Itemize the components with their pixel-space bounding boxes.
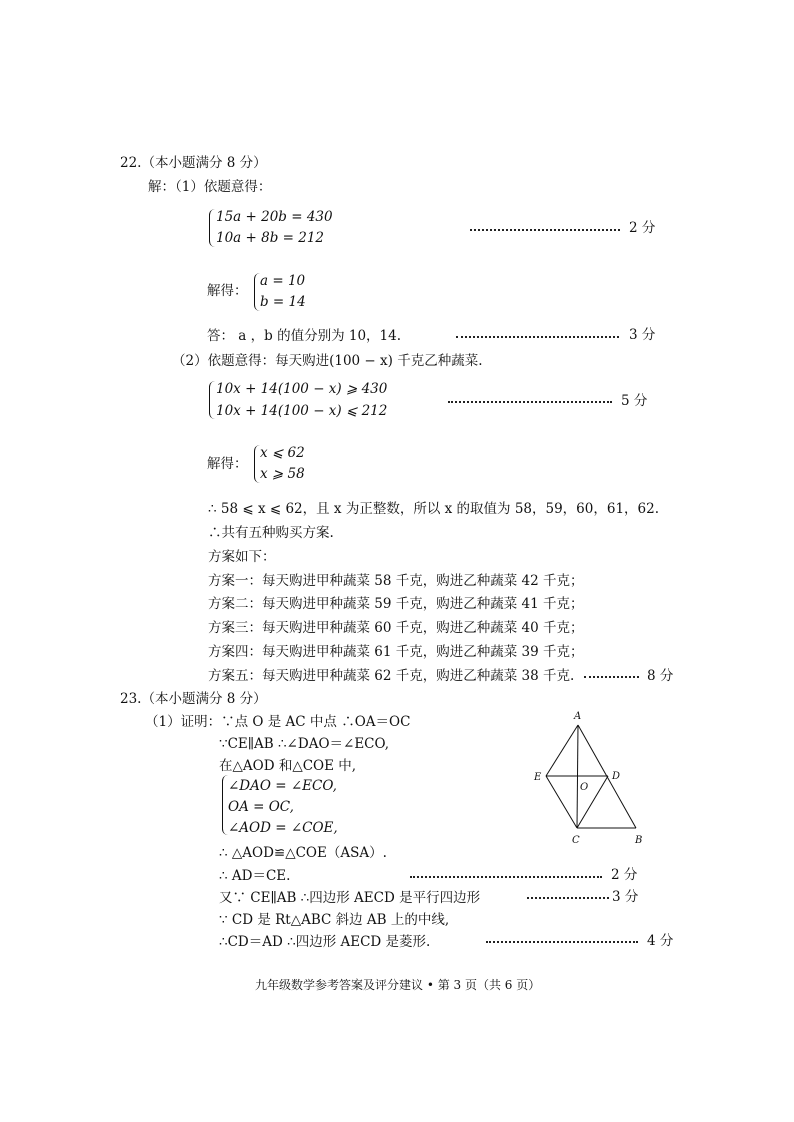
q22-system2-brace [209,381,216,419]
q23-line-parallel: ∵CE∥AB ∴∠DAO＝∠ECO, [219,736,390,752]
q23-ad-equals-ce: ∴ AD＝CE. [219,868,291,884]
q23-system-line2: OA = OC, [228,799,294,815]
label-c: C [572,835,580,846]
q22-score-2: 2 分 [629,220,656,236]
q23-system-line1: ∠DAO = ∠ECO, [228,778,337,794]
q23-dots-2 [410,876,602,878]
q22-plan-5: 方案五：每天购进甲种蔬菜 62 千克，购进乙种蔬菜 38 千克. [208,668,575,684]
q23-score-3: 3 分 [612,889,639,905]
label-d: D [612,771,621,782]
q23-line-triangles: 在△AOD 和△COE 中, [219,758,357,774]
q22-answer: 答： a ，b 的值分别为 10，14. [207,328,402,344]
q22-solution1-line1: a = 10 [260,273,306,289]
page-footer: 九年级数学参考答案及评分建议 • 第 3 页（共 6 页） [255,978,541,992]
q22-solution1-line2: b = 14 [260,294,306,310]
q22-system1-line1: 15a + 20b = 430 [216,209,333,225]
q22-plan-2: 方案二：每天购进甲种蔬菜 59 千克，购进乙种蔬菜 41 千克； [208,596,584,612]
q22-dots-2 [470,229,620,231]
q22-system2-line1: 10x + 14(100 − x) ⩾ 430 [216,381,388,397]
q22-solve-label1: 解得： [207,283,248,299]
q23-line-midpoint: （1）证明：∵点 O 是 AC 中点 ∴OA＝OC [145,714,411,730]
q22-plans-intro: 方案如下： [208,549,276,565]
q23-dots-4 [486,941,638,943]
q22-header: 22.（本小题满分 8 分） [120,155,267,171]
q22-part1-intro: 解：（1）依题意得： [148,179,272,195]
label-b: B [635,835,643,846]
label-a: A [574,711,582,722]
q23-geometry-figure [530,705,650,850]
q23-dots-3 [527,897,609,899]
q22-dots-3 [456,336,619,338]
segment-ec [546,776,577,828]
q22-plan-3: 方案三：每天购进甲种蔬菜 60 千克，购进乙种蔬菜 40 千克； [208,620,584,636]
q22-system1-brace [209,209,216,247]
q22-score-8: 8 分 [647,668,674,684]
q22-solution2-line2: x ⩾ 58 [260,466,305,482]
q23-congruence: ∴ △AOD≌△COE（ASA）. [219,845,387,861]
q23-header: 23.（本小题满分 8 分） [120,691,267,707]
q22-solution2-line1: x ⩽ 62 [260,445,305,461]
q23-median-line: ∵ CD 是 Rt△ABC 斜边 AB 上的中线, [219,912,450,928]
q22-part2-intro: （2）依题意得：每天购进(100 − x) 千克乙种蔬菜. [172,353,483,369]
q22-dots-5 [448,401,612,403]
q22-conclusion-range: ∴ 58 ⩽ x ⩽ 62，且 x 为正整数，所以 x 的取值为 58，59，60，61，62. [208,501,660,517]
label-e: E [534,772,542,783]
q22-score-5: 5 分 [621,393,648,409]
q22-conclusion-count: ∴共有五种购买方案. [208,525,334,541]
q22-score-3: 3 分 [629,327,656,343]
q22-plan-4: 方案四：每天购进甲种蔬菜 61 千克，购进乙种蔬菜 39 千克； [208,644,584,660]
q22-plan-1: 方案一：每天购进甲种蔬菜 58 千克，购进乙种蔬菜 42 千克； [208,573,584,589]
q23-rhombus: ∴CD＝AD ∴四边形 AECD 是菱形. [219,934,431,950]
q23-score-4: 4 分 [647,933,674,949]
q22-system2-line2: 10x + 14(100 − x) ⩽ 212 [216,403,388,419]
segment-ae [546,725,578,776]
label-o: O [580,782,589,793]
q23-parallelogram: 又∵ CE∥AB ∴四边形 AECD 是平行四边形 [219,890,481,906]
q22-dots-8 [584,676,639,678]
q23-system-line3: ∠AOD = ∠COE, [228,820,338,836]
q23-score-2: 2 分 [611,867,638,883]
q22-solve-label2: 解得： [207,456,248,472]
q22-system1-line2: 10a + 8b = 212 [216,230,325,246]
